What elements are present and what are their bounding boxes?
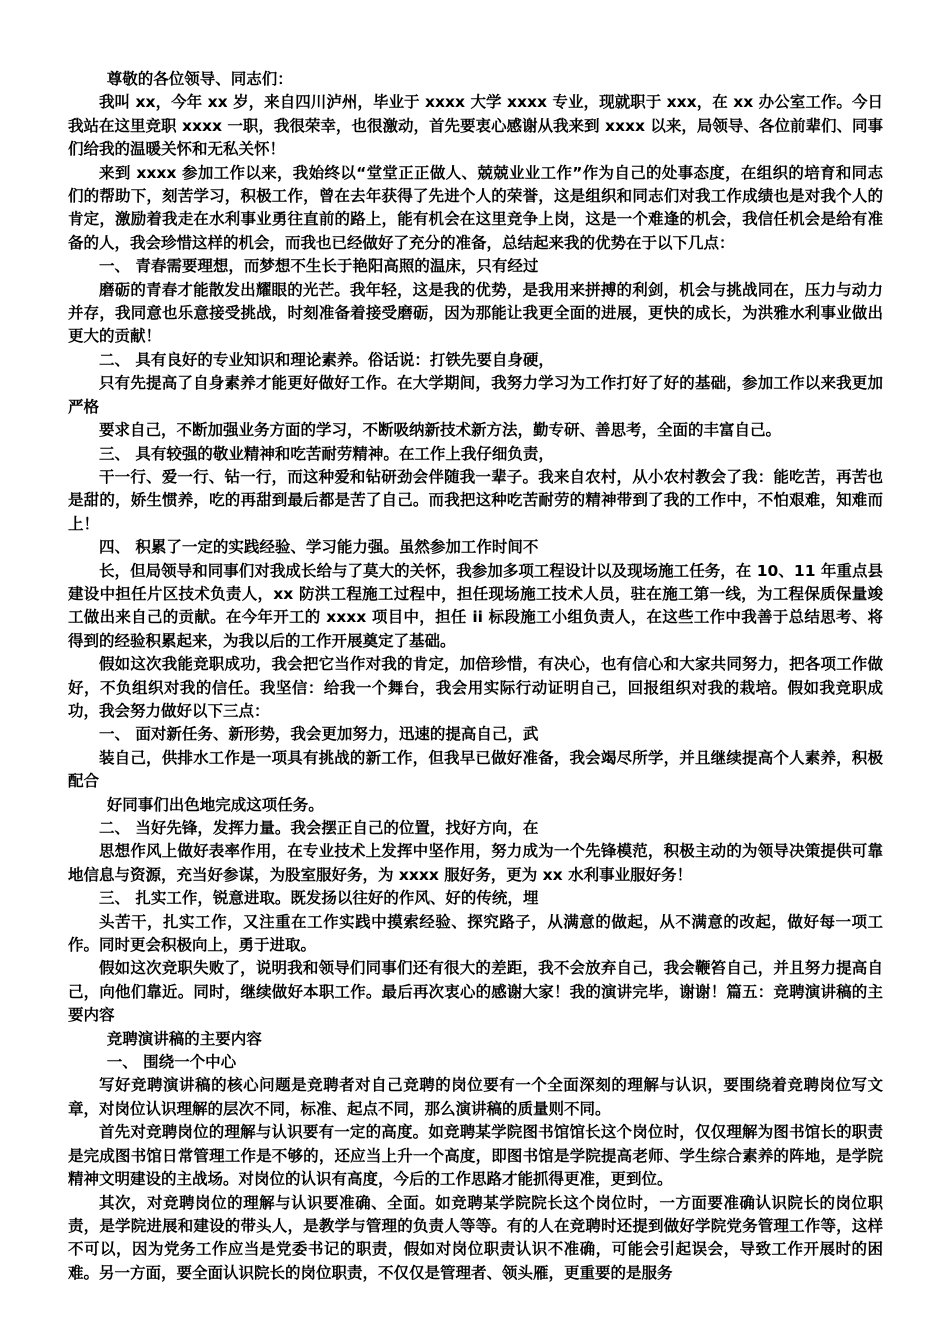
paragraph: 装自己，供排水工作是一项具有挑战的新工作，但我早已做好准备，我会竭尽所学，并且继续提高个人素养，积极配合 xyxy=(68,748,883,791)
paragraph: 尊敬的各位领导、同志们： xyxy=(106,70,293,88)
paragraph: 假如这次我能竞职成功，我会把它当作对我的肯定，加倍珍惜，有决心，也有信心和大家共同努力，把各项工作做好，不负组织对我的信任。我坚信：给我一个舞台，我会用实际行动证明自己，回报组织对我的栽培。假如我竞职成功，我会努力做好以下三点： xyxy=(68,655,883,720)
paragraph: 其次，对竞聘岗位的理解与认识要准确、全面。如竞聘某学院院长这个岗位时，一方面要准确认识院长的岗位职责，是学院进展和建设的带头人，是教学与管理的负责人等等。有的人在竞聘时还提到做好学院党务管理工作等，这样不可以，因为党务工作应当是党委书记的职责，假如对岗位职责认识不准确，可能会引起误会，导致工作开展时的困难。另一方面，要全面认识院长的岗位职责，不仅仅是管理者、领头雁，更重要的是服务 xyxy=(68,1193,883,1282)
paragraph: 好同事们出色地完成这项任务。 xyxy=(106,795,324,814)
paragraph: 我叫 xx，今年 xx 岁，来自四川泸州，毕业于 xxxx 大学 xxxx 专业，现就职于 xxx，在 xx 办公室工作。今日我站在这里竞职 xxxx 一职，我很荣幸，也很激动，首先要衷心感谢从我来到 xxxx 以来，局领导、各位前辈们、同事们给我的温暖关怀和无私关怀！ xyxy=(68,93,883,159)
paragraph: 长，但局领导和同事们对我成长给与了莫大的关怀，我参加多项工程设计以及现场施工任务，在 10、11 年重点县建设中担任片区技术负责人，xx 防洪工程施工过程中，担任现场施工技术人员，驻在施工第一线，为工程保质保量竣工做出来自己的贡献。在今年开工的 xxxx 项目中，担任 ii 标段施工小组负责人，在这些工作中我善于总结思考、将得到的经验积累起来，为我以后的工作开展奠定了基础。 xyxy=(68,561,883,650)
paragraph: 一、 面对新任务、新形势，我会更加努力，迅速的提高自己，武 xyxy=(99,725,539,744)
paragraph: 假如这次竞职失败了，说明我和领导们同事们还有很大的差距，我不会放弃自己，我会鞭笞自己，并且努力提高自己，向他们靠近。同时，继续做好本职工作。最后再次衷心的感谢大家！我的演讲完毕，谢谢！篇五：竞聘演讲稿的主要内容 xyxy=(68,959,883,1025)
paragraph: 三、 扎实工作，锐意进取。既发扬以往好的作风、好的传统，埋 xyxy=(99,889,539,908)
paragraph: 首先对竞聘岗位的理解与认识要有一定的高度。如竞聘某学院图书馆馆长这个岗位时，仅仅理解为图书馆长的职责是完成图书馆日常管理工作是不够的，还应当上升一个高度，即图书馆是学院提高老师、学生综合素养的阵地，是学院精神文明建设的主战场。对岗位的认识有高度，今后的工作思路才能抓得更准，更到位。 xyxy=(68,1123,883,1189)
paragraph: 思想作风上做好表率作用，在专业技术上发挥中坚作用，努力成为一个先锋模范，积极主动的为领导决策提供可靠地信息与资源，充当好参谋，为股室服好务，为 xxxx 服好务，更为 xx 水利事业服好务！ xyxy=(68,842,883,884)
paragraph: 一、 围绕一个中心 xyxy=(106,1053,237,1072)
paragraph: 来到 xxxx 参加工作以来，我始终以“堂堂正正做人、兢兢业业工作”作为自己的处事态度，在组织的培育和同志们的帮助下，刻苦学习，积极工作，曾在去年获得了先进个人的荣誉，这是组织和同志们对我工作成绩也是对我个人的肯定，激励着我走在水利事业勇往直前的路上，能有机会在这里竞争上岗，这是一个难逢的机会，我信任机会是给有准备的人，我会珍惜这样的机会，而我也已经做好了充分的准备，总结起来我的优势在于以下几点： xyxy=(68,163,883,252)
paragraph: 三、 具有较强的敬业精神和吃苦耐劳精神。在工作上我仔细负责， xyxy=(99,444,554,463)
paragraph: 写好竞聘演讲稿的核心问题是竞聘者对自己竞聘的岗位要有一个全面深刻的理解与认识，要围绕着竞聘岗位写文章，对岗位认识理解的层次不同，标准、起点不同，那么演讲稿的质量则不同。 xyxy=(68,1076,883,1118)
paragraph: 竞聘演讲稿的主要内容 xyxy=(106,1029,262,1048)
paragraph: 二、 具有良好的专业知识和理论素养。俗话说：打铁先要自身硬， xyxy=(99,350,554,369)
paragraph: 四、 积累了一定的实践经验、学习能力强。虽然参加工作时间不 xyxy=(99,538,539,557)
paragraph: 头苦干，扎实工作，又注重在工作实践中摸索经验、探究路子，从满意的做起，从不满意的改起，做好每一项工作。同时更会积极向上，勇于进取。 xyxy=(68,912,883,955)
paragraph: 磨砺的青春才能散发出耀眼的光芒。我年轻，这是我的优势，是我用来拼搏的利剑，机会与挑战同在，压力与动力并存，我同意也乐意接受挑战，时刻准备着接受磨砺，因为那能让我更全面的进展，更快的成长，为洪雅水利事业做出更大的贡献！ xyxy=(68,280,883,346)
document-body xyxy=(68,68,883,1285)
paragraph: 二、 当好先锋，发挥力量。我会摆正自己的位置，找好方向，在 xyxy=(99,819,539,837)
paragraph: 干一行、爱一行、钻一行，而这种爱和钻研劲会伴随我一辈子。我来自农村，从小农村教会了我：能吃苦，再苦也是甜的，娇生惯养，吃的再甜到最后都是苦了自己。而我把这种吃苦耐劳的精神带到了我的工作中，不怕艰难，知难而上！ xyxy=(68,467,883,533)
paragraph: 要求自己，不断加强业务方面的学习，不断吸纳新技术新方法，勤专研、善思考，全面的丰富自己。 xyxy=(99,421,782,440)
paragraph: 一、 青春需要理想，而梦想不生长于艳阳高照的温床，只有经过 xyxy=(99,257,539,276)
paragraph: 只有先提高了自身素养才能更好做好工作。在大学期间，我努力学习为工作打好了好的基础，参加工作以来我更加严格 xyxy=(68,374,883,416)
